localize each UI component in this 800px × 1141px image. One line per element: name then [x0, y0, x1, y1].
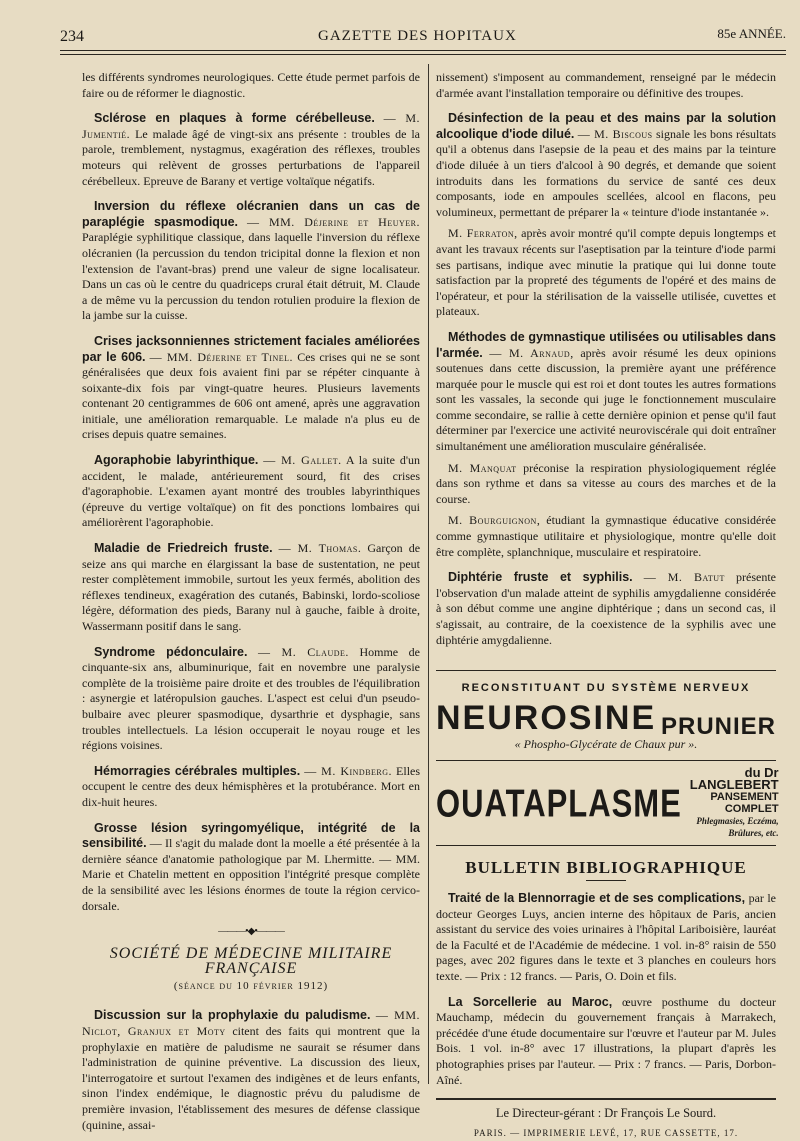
column-divider — [428, 64, 429, 1084]
running-title: GAZETTE DES HOPITAUX — [318, 28, 517, 44]
article-body: Paraplégie syphilitique classique, dans laquelle l'inversion du réflexe olécranien (la percussion du tendon tricipital donne la flexion et non l'extension de l'avant-bras) prend une valeur de signe localisateur. Dans un cas où le centre du quadriceps crural était détruit, M. Claude a de même vu la percussion du tendon rotulien produire la flexion de la jambe sur la cuisse. — [82, 230, 420, 323]
ad-ouataplasme-uses: Phlegmasies, Eczéma, Brûlures, etc. — [696, 816, 779, 839]
article-heading: Crises jacksonniennes strictement faciales améliorées par le 606. — [82, 333, 420, 364]
ad-ouataplasme-brand: OUATAPLASME — [436, 781, 682, 825]
bibliography-title: BULLETIN BIBLIOGRAPHIQUE — [465, 858, 747, 878]
header-rule — [60, 50, 786, 51]
article-heading: Hémorragies cérébrales multiples. — [94, 763, 301, 778]
article-body: A la suite d'un accident, le malade, antérieurement sourd, fit des crises d'agoraphobie. L'examen ayant montré des troubles labyrinthiques (épreuve du vertige voltaïque) on fit des ponctions lombaires qui améliorèrent l'agoraphobie. — [82, 453, 420, 530]
article-body: Le malade âgé de vingt-six ans présente : troubles de la parole, tremblement, nystagmus, exagération des réflexes, troubles moteurs qui relèvent de grosses perturbations de l'appareil cérébelleux. Epreuve de Barany et vertige voltaïque négatifs. — [82, 126, 421, 188]
article-heading: Désinfection de la peau et des mains par la solution alcoolique d'iode dilué. — [436, 111, 776, 141]
bibliography-entry-body: par le docteur Georges Luys, ancien interne des hôpitaux de Paris, ancien assistant du service des voies urinaires à l'hôpital Lariboisière, lauréat de la Faculté et de l'Académie de médecine. 1 vol. in-8° raisin de 550 pages, avec 202 figures dans le texte et 3 planches en couleurs hors texte. — Prix : 12 francs. — Paris, O. Doin et fils. — [436, 890, 777, 983]
article-body: Elles occupent le centre des deux hémisphères et la protubérance. Mort en dix-huit heures. — [82, 763, 421, 809]
director-manager: Le Directeur-gérant : Dr François Le Sourd. — [495, 1106, 717, 1121]
intro-paragraph: les différents syndromes neurologiques. Cette étude permet parfois de faire ou de réformer le diagnostic. — [82, 70, 420, 100]
article-author: M. Ferraton, — [448, 226, 518, 241]
article — [82, 334, 420, 443]
bibliography-entry — [436, 891, 776, 985]
article-heading: Inversion du réflexe olécranien dans un cas de paraplégie spasmodique. — [82, 199, 420, 229]
article — [436, 570, 776, 648]
article — [82, 645, 420, 754]
article-author: M. Bourguignon, — [448, 513, 541, 528]
article-author: — M. Jumentié. — [82, 111, 420, 141]
article-heading: Agoraphobie labyrinthique. — [94, 453, 259, 468]
article-author: — M. Gallet. — [263, 453, 342, 468]
article-author: — M. Thomas. — [278, 541, 362, 556]
volume-year: 85e ANNÉE. — [717, 26, 786, 41]
article-author: — M. Batut — [643, 570, 725, 585]
article-author: — MM. Niclot, Granjux et Moty — [82, 1008, 421, 1039]
article-heading: Méthodes de gymnastique utilisées ou utilisables dans l'armée. — [436, 329, 776, 360]
bibliography-entry — [436, 995, 776, 1089]
article-heading: Grosse lésion syringomyélique, intégrité de la sensibilité. — [82, 820, 420, 851]
ad-neurosine-maker: PRUNIER — [660, 713, 776, 741]
ad-neurosine-brand: NEUROSINE — [436, 698, 657, 737]
article-body: étudiant la gymnastique éducative considérée comme gymnastique utilitaire et physiologique, montre qu'elle doit être complète, splanchnique, musculaire et respiratoire. — [436, 513, 776, 559]
section-ornament: ———•◆•——— — [218, 926, 284, 938]
article-author: — M. Arnaud, — [489, 345, 574, 360]
page-number: 234 — [60, 28, 84, 45]
article-heading: Maladie de Friedreich fruste. — [94, 541, 273, 556]
article-body: Ces crises qui ne se sont généralisées que deux fois avaient fini par se répéter cinquante à soixante-dix fois par vingt-quatre heures. Plusieurs lavements contenant 20 centigrammes de 606 ont amené, après une aggravation initiale, une amélioration remarquable. Le malade n'a plus eu de crises depuis quatre semaines. — [82, 349, 421, 442]
bibliography-rule — [586, 880, 626, 881]
intro-paragraph: nissement) s'imposent au commandement, renseigné par le médecin d'armée avant l'installation temporaire ou définitive des troupes. — [436, 70, 776, 100]
bibliography-entry-title: La Sorcellerie au Maroc, — [448, 994, 613, 1009]
article-heading: Syndrome pédonculaire. — [94, 644, 248, 659]
article — [82, 199, 420, 324]
ad-neurosine-tagline: RECONSTITUANT DU SYSTÈME NERVEUX — [461, 682, 751, 695]
ad-ouataplasme-details — [690, 767, 779, 839]
article-heading: Discussion sur la prophylaxie du paludisme. — [94, 1008, 371, 1023]
left-column — [82, 70, 420, 1139]
article-body: Garçon de seize ans qui marche en élargissant la base de sustentation, ne peut rester complètement immobile, surtout les yeux fermés, abolition des réflexes tendineux, exagération des cutanés, Babinski, lordo-scoliose légère, déformation des pieds, Barany nul à gauche, faible à droite, Wassermann positif dans le sang. — [82, 541, 421, 633]
bibliography-entry-title: Traité de la Blennorragie et de ses complications, — [448, 890, 746, 905]
society-title: SOCIÉTÉ DE MÉDECINE MILITAIRE FRANÇAISE — [109, 944, 393, 978]
article — [436, 111, 776, 220]
article-body: présente l'observation d'un malade atteint de syphilis amygdalienne considérée à son début comme une angine diphtérique ; dans un second cas, il s'agissait, au contraire, de la coexistence de la syphilis avec une diphtérie amygdalienne. — [436, 570, 776, 647]
article — [82, 1008, 420, 1133]
article — [82, 453, 420, 531]
ad-ouataplasme-tagline: PANSEMENT COMPLET — [710, 791, 779, 816]
article — [436, 330, 776, 455]
article — [82, 111, 420, 189]
article-author: — MM. Déjerine et Heuyer. — [246, 214, 420, 229]
article-body: — Il s'agit du malade dont la moelle a été présentée à la dernière séance d'anatomie pathologique par M. Lhermitte. — MM. Marie et Chatelin mettent en opposition l'intégrité presque complète de la sensibilité avec les lésions énormes de toute la région cervico-dorsale. — [82, 836, 421, 913]
article-body: après avoir montré qu'il compte depuis longtemps et avant les travaux récents sur l'aseptisation par la teinture d'iode parmi ses partisans, indique avec minutie la pratique qui lui donne toute satisfaction par la propreté des téguments de l'opéré et des mains de l'opérateur, et pour la stérilisation de la vaisselle utilisée, cuvettes et plateaux. — [436, 226, 777, 319]
ad-neurosine-slogan: « Phospho-Glycérate de Chaux pur ». — [514, 736, 698, 751]
session-date: (séance du 10 février 1912) — [173, 979, 329, 992]
printer-imprint: PARIS. — IMPRIMERIE LEVÉ, 17, RUE CASSETTE, 17. — [473, 1127, 739, 1138]
article-author: — M. Claude. — [258, 644, 349, 659]
ad-ouataplasme-maker: du Dr LANGLEBERT — [689, 765, 779, 793]
article-author: M. Manquat — [448, 460, 517, 475]
advertisement-block — [436, 670, 779, 846]
article-body: Homme de cinquante-six ans, albuminurique, fait en novembre une paralysie complète de la troisième paire droite et des troubles de l'équilibration : asynergie et latéropulsion gauches. L'aspect est celui d'un pseudo-bulbaire avec pleurer spasmodique, dysarthrie et dysphagie, sans troubles intellectuels. La lésion occuperait le noyau rouge et les régions voisines. — [82, 644, 421, 753]
article-body: citent des faits qui montrent que la prophylaxie en matière de paludisme ne saurait se résumer dans l'administration de quinine préventive. La discussion des lieux, l'interrogatoire et surtout l'examen des indigènes et de leurs enfants, sinon l'index endémique, le diagnostic prévu du paludisme de première invasion, l'établissement des mesures de défense classique (quinine, assai- — [82, 1024, 420, 1132]
article — [82, 821, 420, 915]
article — [436, 513, 776, 560]
right-column — [436, 70, 779, 1141]
article-body: préconise la respiration physiologiquement réglée dans son rythme et dans sa vitesse au cours des marches et de la course. — [436, 460, 777, 506]
header-rule-double — [60, 54, 786, 55]
article — [436, 226, 776, 320]
article-author: — MM. Déjerine et Tinel. — [149, 349, 294, 364]
article-author: — M. Kindberg. — [304, 763, 393, 778]
article-body: après avoir résumé les deux opinions soutenues dans cette discussion, la première ayant une préférence marquée pour le muscle qui est roi et dont toutes les autres formations sont les vassales, la seconde qui juge le fonctionnement musculaire comme secondaire, se rallie à cette dernière opinion et pense qu'il faut déterminer par l'exercice une activité neuroviscérale qui doit entraîner simultanément une amélioration musculaire généralisée. — [436, 345, 776, 454]
ad-ouataplasme — [436, 760, 779, 846]
article-author: — M. Biscous — [577, 126, 653, 141]
article-heading: Sclérose en plaques à forme cérébelleuse. — [94, 111, 375, 126]
article-heading: Diphtérie fruste et syphilis. — [448, 570, 633, 585]
article — [82, 764, 420, 811]
imprint-footer — [436, 1098, 776, 1141]
article — [82, 541, 420, 635]
article — [436, 461, 776, 508]
article-body: signale les bons résultats qu'il a obtenus dans l'asepsie de la peau et des mains par la teinture d'iode diluée à un tiers d'alcool à 90 degrés, et demande que soient introduits dans les formations du service de santé ces deux composants, iode en ampoules scellées, alcool en flacons, peu volumineux, permettant de préparer la « teinture d'iode instantanée ». — [436, 126, 777, 219]
bibliography-entry-body: œuvre posthume du docteur Mauchamp, médecin du gouvernement français à Marrakech, précédée d'une étude documentaire sur l'œuvre et l'auteur par M. Jules Bois. 1 vol. in-8° avec 17 illustrations, la plupart d'après les photographies prises par l'auteur. — Prix : 7 francs. — Paris, Dorbon-Aîné. — [436, 994, 777, 1087]
ad-neurosine — [436, 698, 776, 741]
